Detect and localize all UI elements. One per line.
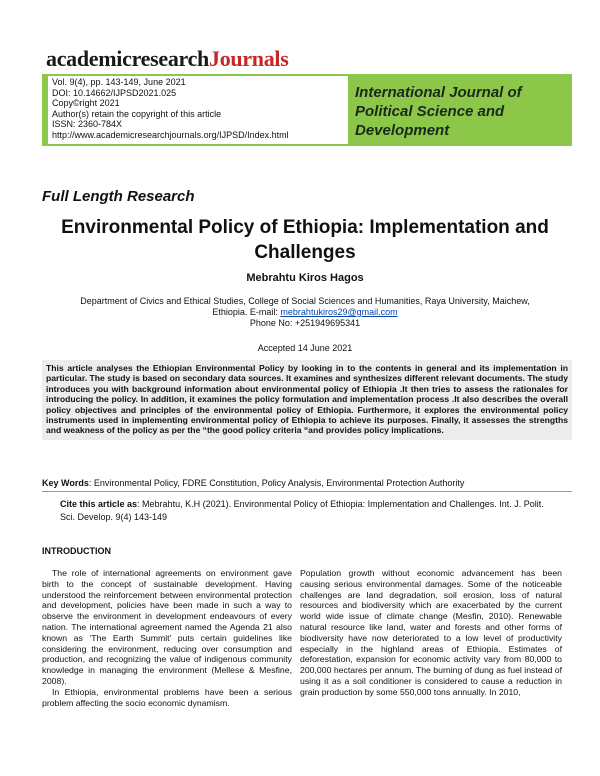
intro-left-column <box>42 568 292 708</box>
phone-line: Phone No: +251949695341 <box>249 317 361 328</box>
author-name: Mebrahtu Kiros Hagos <box>246 272 364 284</box>
article-title: Environmental Policy of Ethiopia: Implementation and Challenges <box>61 217 549 263</box>
email-link[interactable]: mebrahtukiros29@gmail.com <box>280 306 398 317</box>
divider <box>42 491 572 492</box>
journal-title: International Journal of Political Science and Development <box>355 84 522 139</box>
introduction-heading: INTRODUCTION <box>42 546 111 556</box>
logo-part1: academicresearch <box>46 46 209 71</box>
affiliation-line: Department of Civics and Ethical Studies, College of Social Sciences and Humanities, Raya University, Maichew, <box>80 296 530 306</box>
abstract-box: This article analyses the Ethiopian Environmental Policy by looking in to the contents in general and its implementation in particular. The study is based on secondary data sources. It examines and synthesizes different relevant documents. The study introduces you with background information about environmental policy of Ethiopia .It then tries to assess the rationales for introducing the policy. In addition, it examines the policy formulation and implementation process .It also describes the overall policy objectives and principles of the environmental policy of Ethiopia. Furthermore, it explores the environmental policy instruments used in implementing environmental policy of Ethiopia to achieve its purposes. Finally, it assesses the strengths and weakness of the policy as per the “the good policy criteria “and provides policy implications. <box>42 360 572 440</box>
cite-text: : Mebrahtu, K.H (2021). Environmental Policy of Ethiopia: Implementation and Challenges. Int. J. Polit. Sci. Develop. 9(4) 143-149 <box>60 499 544 522</box>
accepted-date: Accepted 14 June 2021 <box>257 343 353 353</box>
email-prefix: Ethiopia. E-mail: <box>212 306 281 317</box>
meta-volume: Vol. 9(4), pp. 143-149, June 2021 <box>52 77 186 87</box>
journal-banner <box>42 74 572 146</box>
keywords-label: Key Words <box>42 478 89 488</box>
citation <box>60 498 560 523</box>
intro-paragraph: Population growth without economic advancement has been causing serious environmental damages. Some of the noticeable challenges are land degradation, soil erosion, loss of natural resources and biodiversity which are exacerbated by the current world wide issue of climate change (Mesfin, 2010). Renewable natural resource like land, water and forests and other forms of biodiversity have now deteriorated to a low level of productivity especially in the highland areas of Ethiopia. Estimates of deforestation, expansion for economic activity vary from 80,000 to 200,000 hectares per annum. The burning of dung as fuel instead of using it as a soil conditioner is considered to cause a reduction in grain production by some 550,000 tons annually. In 2010, <box>300 568 562 697</box>
section-label: Full Length Research <box>42 188 195 205</box>
meta-doi: DOI: 10.14662/IJPSD2021.025 <box>52 87 177 98</box>
meta-copyright: Copy©right 2021 <box>52 98 120 109</box>
meta-url[interactable]: http://www.academicresearchjournals.org/IJPSD/Index.html <box>52 129 289 140</box>
article-meta-box <box>48 76 348 144</box>
keywords <box>42 478 572 488</box>
meta-rights: Author(s) retain the copyright of this article <box>52 108 222 119</box>
intro-paragraph: In Ethiopia, environmental problems have been a serious problem affecting the socio economic dynamism. <box>42 686 292 708</box>
email-line <box>40 307 570 318</box>
intro-paragraph: The role of international agreements on environment gave birth to the concept of sustainable development. Having understood the reinforcement between environmental protection and development, policies have been made in such a way to observe the environment in development endeavours of every nation. The international agreement named the Agenda 21 also known as ‘The Earth Summit’ puts certain guidelines like considering the environment, reducing over consumption and production, and recognizing the value of indigenous community knowledge in managing the environment (Mellese & Mesfine, 2008). <box>42 568 292 686</box>
meta-issn: ISSN: 2360-784X <box>52 119 123 130</box>
cite-label: Cite this article as <box>60 499 138 509</box>
logo-part2: Journals <box>209 46 289 71</box>
keywords-text: : Environmental Policy, FDRE Constitution, Policy Analysis, Environmental Protection Authority <box>88 478 465 488</box>
author-affiliation <box>40 296 570 328</box>
intro-right-column <box>300 568 562 698</box>
publisher-logo <box>46 46 289 72</box>
